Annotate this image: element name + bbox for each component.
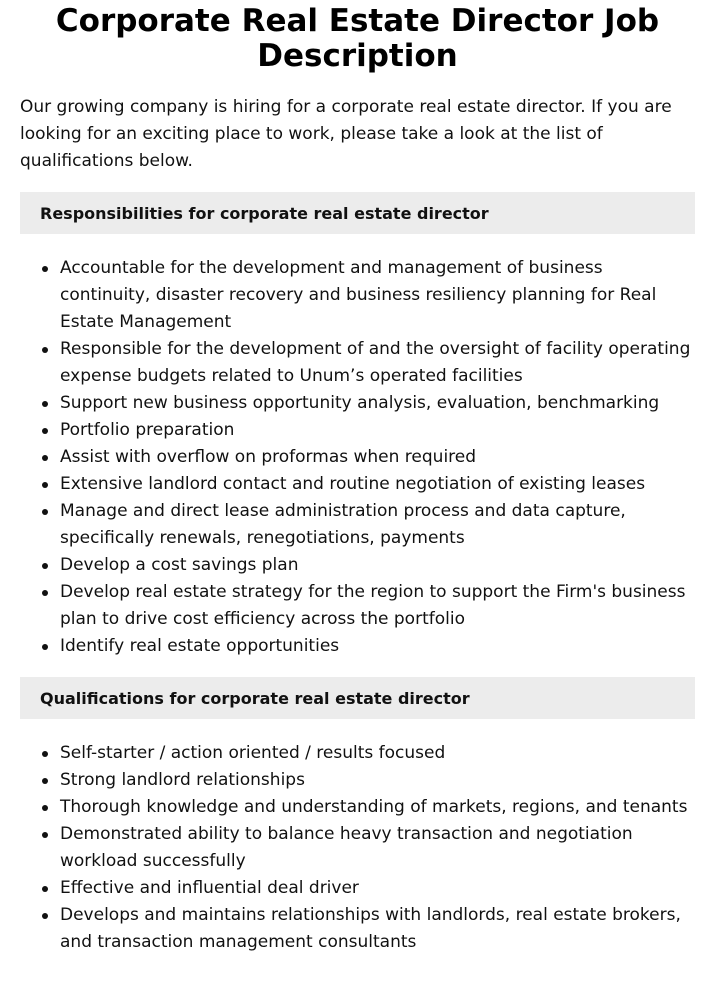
qualification-item: Effective and influential deal driver <box>20 875 695 902</box>
responsibilities-heading: Responsibilities for corporate real estate director <box>20 192 695 234</box>
intro-paragraph: Our growing company is hiring for a corporate real estate director. If you are looking for an exciting place to work, please take a look at the list of qualifications below. <box>20 97 672 171</box>
qualification-item: Self-starter / action oriented / results focused <box>20 740 695 767</box>
responsibility-item: Develop real estate strategy for the region to support the Firm's business plan to drive cost efficiency across the portfolio <box>20 579 695 633</box>
qualification-item: Thorough knowledge and understanding of markets, regions, and tenants <box>20 794 695 821</box>
page-title: Corporate Real Estate Director Job Description <box>55 3 660 74</box>
responsibility-item: Assist with overflow on proformas when required <box>20 444 695 471</box>
qualifications-list <box>20 740 695 956</box>
responsibility-item: Portfolio preparation <box>20 417 695 444</box>
responsibility-item: Support new business opportunity analysis, evaluation, benchmarking <box>20 390 695 417</box>
qualification-item: Demonstrated ability to balance heavy transaction and negotiation workload successfully <box>20 821 695 875</box>
responsibility-item: Develop a cost savings plan <box>20 552 695 579</box>
qualification-item: Strong landlord relationships <box>20 767 695 794</box>
qualifications-heading: Qualifications for corporate real estate director <box>20 677 695 719</box>
responsibility-item: Extensive landlord contact and routine negotiation of existing leases <box>20 471 695 498</box>
qualification-item: Develops and maintains relationships with landlords, real estate brokers, and transaction management consultants <box>20 902 695 956</box>
responsibility-item: Accountable for the development and management of business continuity, disaster recovery and business resiliency planning for Real Estate Management <box>20 255 695 336</box>
responsibility-item: Responsible for the development of and the oversight of facility operating expense budgets related to Unum’s operated facilities <box>20 336 695 390</box>
responsibility-item: Manage and direct lease administration process and data capture, specifically renewals, renegotiations, payments <box>20 498 695 552</box>
responsibility-item: Identify real estate opportunities <box>20 633 695 660</box>
responsibilities-list <box>20 255 695 660</box>
